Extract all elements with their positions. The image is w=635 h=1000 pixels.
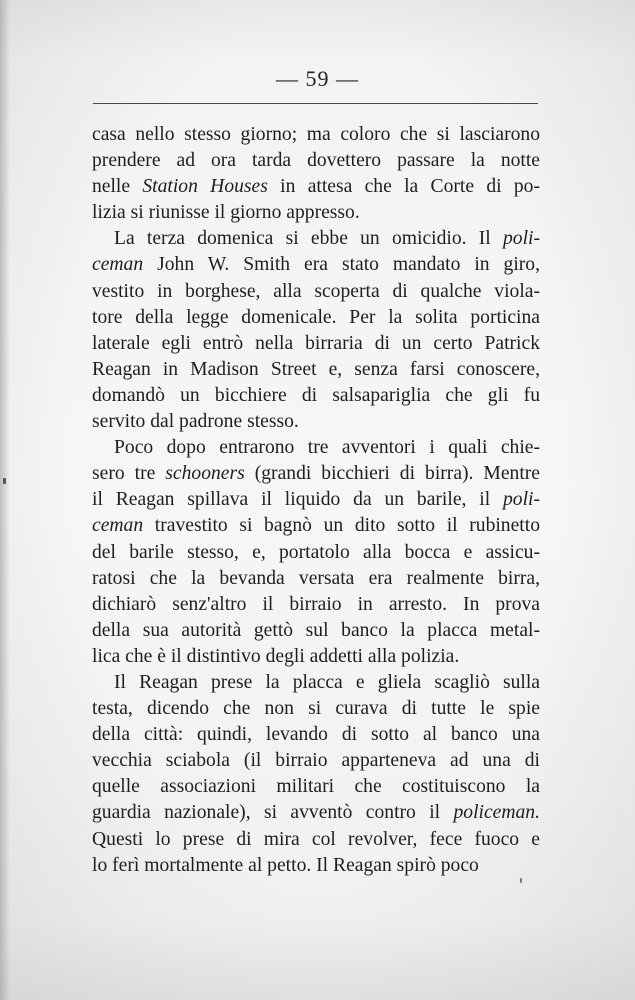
text-run: della sua autorità gettò sul banco la placca metal- — [92, 619, 540, 641]
paragraph — [92, 226, 540, 435]
text-line — [92, 722, 540, 748]
text-run: vecchia sciabola (il birraio apparteneva ad una di — [92, 750, 540, 772]
text-run: laterale egli entrò nella birraria di un certo Patrick — [92, 332, 540, 354]
text-run: quelle associazioni militari che costituiscono la — [92, 776, 540, 798]
text-line — [92, 592, 540, 618]
text-line — [92, 331, 540, 357]
italic-text: ceman — [92, 515, 144, 537]
text-line — [92, 435, 540, 461]
text-line — [92, 774, 540, 800]
text-run: nelle — [92, 176, 143, 198]
text-run: ratosi che la bevanda versata era realmente birra, — [92, 567, 540, 589]
italic-text: policeman. — [453, 802, 540, 824]
text-run: Reagan in Madison Street e, senza farsi conoscere, — [92, 358, 540, 380]
scan-speck — [3, 478, 6, 484]
text-run: del barile stesso, e, portatolo alla bocca e assicu- — [92, 541, 540, 563]
text-line — [92, 827, 540, 853]
text-run: lica che è il distintivo degli addetti alla polizia. — [92, 645, 460, 667]
text-run: Questi lo prese di mira col revolver, fece fuoco e — [92, 828, 540, 850]
header-rule — [93, 103, 538, 104]
text-line — [92, 252, 540, 278]
text-line — [92, 487, 540, 513]
text-run: il Reagan spillava il liquido da un barile, il — [92, 489, 503, 511]
text-run: servito dal padrone stesso. — [92, 411, 299, 433]
page-edge-shadow — [0, 0, 10, 1000]
text-run: (grandi bicchieri di birra). Mentre — [244, 463, 540, 485]
text-run: Poco dopo entrarono tre avventori i quali chie- — [114, 437, 540, 459]
italic-text: Station Houses — [142, 176, 268, 198]
italic-text: schooners — [165, 463, 245, 485]
text-run: casa nello stesso giorno; ma coloro che si lasciarono — [92, 124, 540, 145]
text-line — [92, 461, 540, 487]
text-run: dichiarò senz'altro il birraio in arresto. In prova — [92, 593, 540, 615]
text-line — [92, 618, 540, 644]
text-line — [92, 279, 540, 305]
italic-text: poli- — [502, 489, 540, 511]
text-line — [92, 853, 540, 879]
text-line — [92, 305, 540, 331]
text-line — [92, 540, 540, 566]
text-line — [92, 409, 540, 435]
paragraph — [92, 435, 540, 670]
body-text — [92, 122, 540, 879]
text-run: prendere ad ora tarda dovettero passare la notte — [92, 150, 540, 172]
text-run: La terza domenica si ebbe un omicidio. Il — [114, 228, 503, 250]
text-line — [92, 174, 540, 200]
paragraph — [92, 122, 540, 226]
text-line — [92, 566, 540, 592]
page-number: — 59 — — [276, 66, 359, 91]
text-line — [92, 696, 540, 722]
text-run: della città: quindi, levando di sotto al banco una — [92, 724, 540, 746]
text-run: lo ferì mortalmente al petto. Il Reagan spirò poco — [92, 854, 479, 876]
text-run: John W. Smith era stato mandato in giro, — [143, 254, 540, 276]
text-line — [92, 200, 540, 226]
scan-speck — [520, 878, 522, 883]
text-run: in attesa che la Corte di po- — [267, 176, 540, 198]
text-line — [92, 122, 540, 148]
text-line — [92, 226, 540, 252]
text-line — [92, 748, 540, 774]
text-line — [92, 513, 540, 539]
text-run: lizia si riunisse il giorno appresso. — [92, 202, 360, 224]
text-line — [92, 670, 540, 696]
text-run: domandò un bicchiere di salsapariglia che gli fu — [92, 384, 540, 406]
text-run: testa, dicendo che non si curava di tutte le spie — [92, 698, 540, 720]
text-run: guardia nazionale), si avventò contro il — [92, 802, 454, 824]
text-line — [92, 800, 540, 826]
text-run: tore della legge domenicale. Per la solita porticina — [92, 306, 540, 328]
italic-text: poli- — [502, 228, 540, 250]
text-run: travestito si bagnò un dito sotto il rubinetto — [143, 515, 540, 537]
text-run: Il Reagan prese la placca e gliela scagliò sulla — [114, 671, 540, 693]
italic-text: ceman — [92, 254, 144, 276]
text-line — [92, 383, 540, 409]
text-line — [92, 357, 540, 383]
paragraph — [92, 670, 540, 879]
text-run: sero tre — [92, 463, 166, 485]
text-line — [92, 148, 540, 174]
text-line — [92, 644, 540, 670]
text-run: vestito in borghese, alla scoperta di qualche viola- — [92, 280, 540, 302]
